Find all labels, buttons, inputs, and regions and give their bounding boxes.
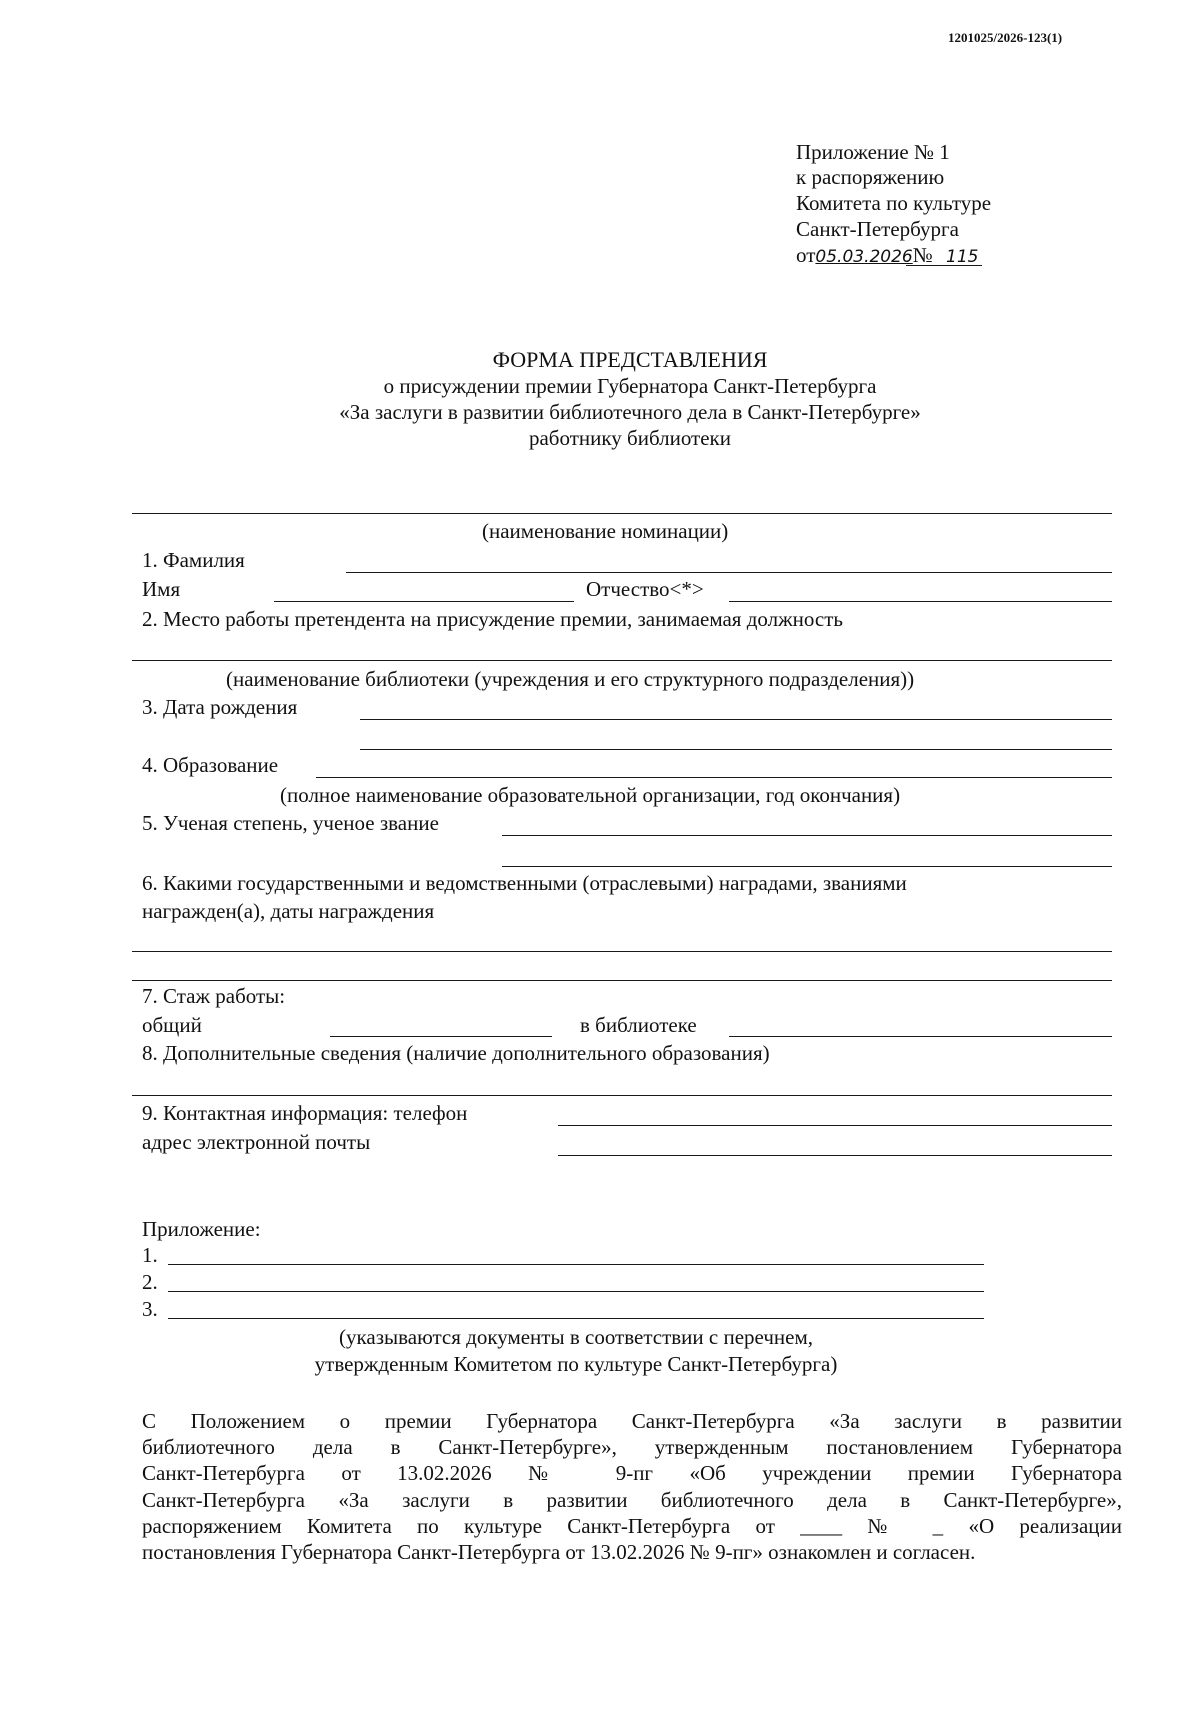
nomination-field-line[interactable] [132,513,1112,514]
patronymic-label: Отчество<*> [586,577,704,601]
additional-info-label: 8. Дополнительные сведения (наличие дополнительного образования) [142,1041,770,1065]
education-field-line[interactable] [316,777,1112,778]
contact-email-field-line[interactable] [558,1155,1112,1156]
document-code: 1201025/2026-123(1) [948,30,1063,45]
appendix-from-prefix: от [796,243,816,267]
experience-label: 7. Стаж работы: [142,984,286,1008]
consent-line-4: Санкт-Петербурга «За заслуги в развитии библиотечного дела в Санкт-Петербурге», [142,1488,1122,1512]
contact-email-label: адрес электронной почты [142,1130,371,1154]
attachment-item-2-number: 2. [142,1270,158,1294]
title-line-2: о присуждении премии Губернатора Санкт-Петербурга [383,374,877,398]
workplace-label: 2. Место работы претендента на присуждение премии, занимаемая должность [142,607,843,631]
birthdate-field-line[interactable] [360,719,1112,720]
attachment-item-2-line[interactable] [168,1291,984,1292]
additional-info-field-line[interactable] [132,1095,1112,1096]
degree-label: 5. Ученая степень, ученое звание [142,811,439,835]
awards-field-line-2[interactable] [132,980,1112,981]
title-line-1: ФОРМА ПРЕДСТАВЛЕНИЯ [492,347,768,372]
attachments-title: Приложение: [142,1217,261,1241]
name-label: Имя [142,577,181,601]
degree-field-line[interactable] [502,835,1112,836]
experience-library-label: в библиотеке [580,1013,697,1037]
nomination-caption: (наименование номинации) [482,519,729,543]
appendix-number-underline [906,265,982,266]
appendix-committee: Комитета по культуре [796,191,992,215]
workplace-field-line[interactable] [132,660,1112,661]
birthdate-label: 3. Дата рождения [142,695,298,719]
title-line-4: работнику библиотеки [528,426,731,450]
consent-line-3: Санкт-Петербурга от 13.02.2026 № 9-пг «Об учреждении премии Губернатора [142,1461,1122,1485]
education-label: 4. Образование [142,753,279,777]
appendix-city: Санкт-Петербурга [796,217,959,241]
awards-label-line-2: награжден(а), даты награждения [142,899,435,923]
degree-extra-line[interactable] [502,866,1112,867]
handwritten-number: 115 [946,247,979,267]
attachments-caption-line-1: (указываются документы в соответствии с перечнем, [339,1325,813,1349]
attachment-item-1-number: 1. [142,1243,158,1267]
surname-label: 1. Фамилия [142,548,245,572]
handwritten-date: 05.03.2026 [815,247,913,267]
birthdate-extra-line[interactable] [360,749,1112,750]
attachment-item-3-number: 3. [142,1297,158,1321]
attachment-item-1-line[interactable] [168,1264,984,1265]
attachments-caption-line-2: утвержденным Комитетом по культуре Санкт-Петербурга) [314,1352,838,1376]
title-line-3: «За заслуги в развитии библиотечного дела в Санкт-Петербурге» [339,400,921,424]
appendix-number-sign: № [912,243,933,267]
name-field-line[interactable] [274,601,574,602]
awards-field-line-1[interactable] [132,951,1112,952]
contact-phone-label: 9. Контактная информация: телефон [142,1101,468,1125]
library-caption: (наименование библиотеки (учреждения и его структурного подразделения)) [226,667,915,691]
appendix-order: к распоряжению [796,165,945,189]
experience-library-field-line[interactable] [729,1036,1112,1037]
consent-line-5: распоряжением Комитета по культуре Санкт-Петербурга от ____ № _ «О реализации [142,1514,1122,1538]
experience-total-label: общий [142,1013,202,1037]
patronymic-field-line[interactable] [729,601,1112,602]
appendix-number: Приложение № 1 [796,140,950,164]
awards-label-line-1: 6. Какими государственными и ведомственными (отраслевыми) наградами, званиями [142,871,907,895]
consent-line-6: постановления Губернатора Санкт-Петербурга от 13.02.2026 № 9-пг» ознакомлен и согласен. [142,1540,976,1564]
experience-total-field-line[interactable] [330,1036,552,1037]
surname-field-line[interactable] [346,572,1112,573]
consent-line-2: библиотечного дела в Санкт-Петербурге», утвержденным постановлением Губернатора [142,1435,1122,1459]
attachment-item-3-line[interactable] [168,1318,984,1319]
consent-line-1: С Положением о премии Губернатора Санкт-Петербурга «За заслуги в развитии [142,1409,1122,1433]
education-caption: (полное наименование образовательной организации, год окончания) [280,783,901,807]
contact-phone-field-line[interactable] [558,1125,1112,1126]
